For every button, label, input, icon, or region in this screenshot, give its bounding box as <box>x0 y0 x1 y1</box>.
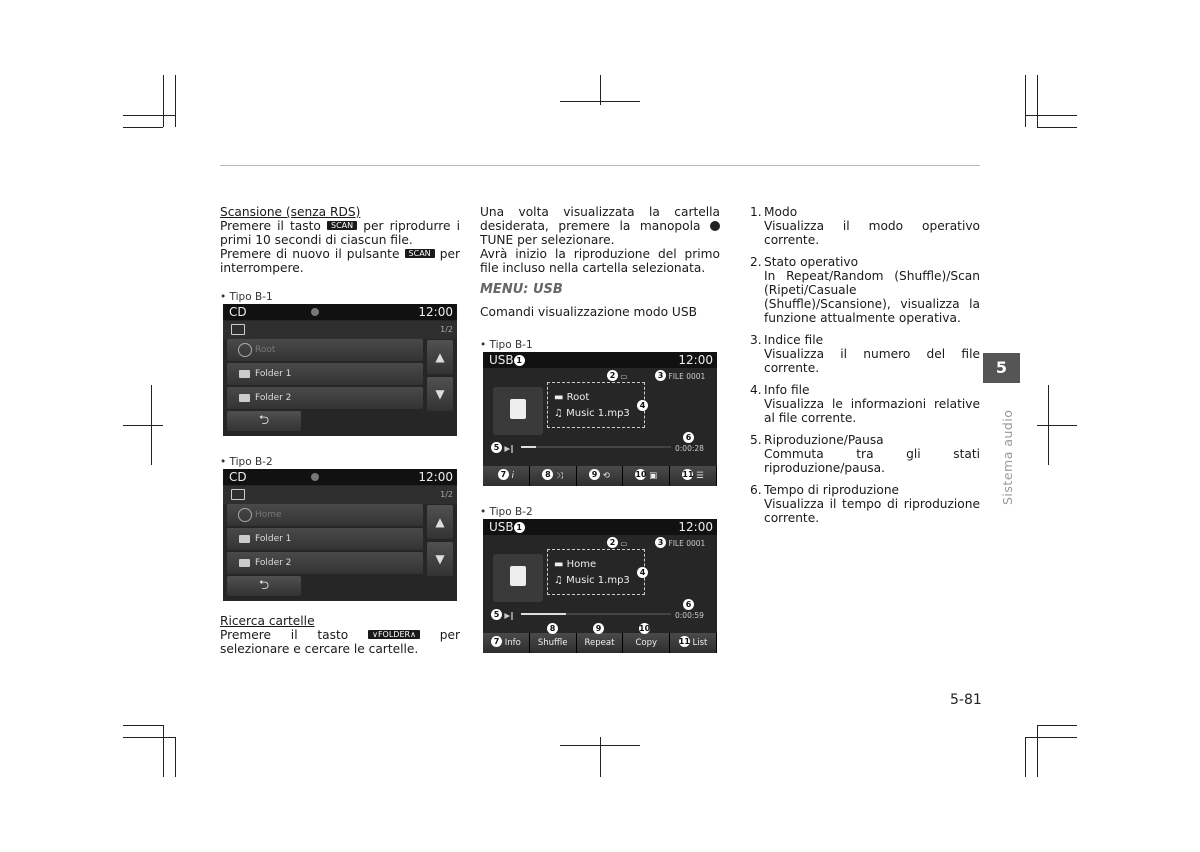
text: Avrà inizio la riproduzione del primo file incluso nella cartella selezionata. <box>480 247 720 275</box>
crop-mark <box>123 425 163 426</box>
left-column <box>220 205 460 275</box>
item-title-text: Tempo di riproduzione <box>764 483 900 497</box>
page-indicator: 1/2 <box>440 325 453 334</box>
folder-name: Root <box>566 392 590 403</box>
figure-caption: • Tipo B-2 <box>220 456 273 468</box>
list-item <box>750 383 980 425</box>
scroll-up-button[interactable]: ▲ <box>427 340 453 374</box>
list-item[interactable] <box>227 504 423 526</box>
folder-open-icon <box>231 489 245 500</box>
marker: 1 <box>514 522 525 533</box>
progress-fill <box>521 613 566 615</box>
marker: 8 <box>547 623 558 634</box>
item-label: Home <box>255 510 282 520</box>
crop-mark <box>123 127 163 128</box>
marker: 4 <box>637 567 648 578</box>
page-number: 5-81 <box>950 692 982 708</box>
shuffle-button[interactable] <box>530 633 577 653</box>
marker: 1 <box>514 355 525 366</box>
disc-icon <box>311 473 319 481</box>
marker: 7 <box>498 469 509 480</box>
section-heading: Ricerca cartelle <box>220 614 315 628</box>
crop-mark <box>123 725 163 726</box>
item-title-text: Info file <box>764 383 810 397</box>
side-label: Sistema audio <box>1000 409 1015 505</box>
folder-icon <box>239 370 250 378</box>
crop-mark <box>1025 737 1077 738</box>
clock: 12:00 <box>678 520 713 534</box>
folder-icon <box>239 559 250 567</box>
item-title <box>750 333 980 347</box>
text: Premere il tasto <box>220 219 321 233</box>
list-item[interactable] <box>227 339 423 361</box>
crop-mark <box>600 737 601 777</box>
marker: 8 <box>542 469 553 480</box>
ricerca-section <box>220 614 460 656</box>
header-rule <box>220 165 980 166</box>
sub-heading: Comandi visualizzazione modo USB <box>480 305 697 319</box>
usb-control-bar <box>483 633 717 653</box>
info-button[interactable]: 7 i <box>483 466 530 486</box>
usb-screen-b1: USB 1 12:00 2 ▭ 3 FILE 0001 ▬ Root ♫ Music 1.mp3 4 5 ▶‖ 6 0:00:28 7 i 8 ⤨ 9 ⟲ 10 ▣ 11 ☰ <box>483 352 717 486</box>
scroll-down-button[interactable]: ▼ <box>427 542 453 576</box>
scan-button-icon: SCAN <box>327 221 357 230</box>
marker: 7 <box>491 636 502 647</box>
item-label: Folder 1 <box>255 534 292 544</box>
marker: 4 <box>637 400 648 411</box>
list-item <box>750 483 980 525</box>
play-icon <box>238 343 252 357</box>
chapter-tab: 5 <box>983 353 1020 383</box>
crop-mark <box>1037 725 1038 777</box>
text: Una volta visualizzata la cartella desiderata, premere la manopola <box>480 205 720 233</box>
marker: 5 <box>491 609 502 620</box>
button-label: Copy <box>635 638 658 648</box>
item-desc: Visualizza il numero del file corrente. <box>764 347 980 375</box>
item-label: Folder 2 <box>255 558 292 568</box>
tune-label: TUNE <box>480 233 514 247</box>
cd-screen-b1 <box>223 304 457 436</box>
mode-label: USB <box>489 520 514 534</box>
menu-heading: MENU: USB <box>480 282 563 297</box>
repeat-button[interactable] <box>577 633 624 653</box>
figure-caption: • Tipo B-1 <box>220 291 273 303</box>
shuffle-button[interactable]: 8 ⤨ <box>530 466 577 486</box>
info-button[interactable] <box>483 633 530 653</box>
button-label: Repeat <box>584 638 615 648</box>
copy-button[interactable]: 10 ▣ <box>623 466 670 486</box>
crop-mark <box>560 745 640 746</box>
item-desc: Visualizza le informazioni relative al file corrente. <box>764 397 980 425</box>
item-number: 3. <box>750 333 762 347</box>
figure-caption: • Tipo B-2 <box>480 506 533 518</box>
item-desc: In Repeat/Random (Shuffle)/Scan (Ripeti/Casuale (Shuffle)/Scansione), visualizza la funzione attualmente operativa. <box>764 269 980 325</box>
item-label: Folder 1 <box>255 369 292 379</box>
section-heading: Scansione (senza RDS) <box>220 205 361 219</box>
crop-mark <box>1037 75 1038 127</box>
progress-bar <box>521 446 671 448</box>
item-number: 2. <box>750 255 762 269</box>
item-title <box>750 483 980 497</box>
text: Premere il tasto <box>220 628 349 642</box>
folder-open-icon <box>231 324 245 335</box>
copy-button[interactable] <box>623 633 670 653</box>
marker: 9 <box>589 469 600 480</box>
marker: 3 <box>655 370 666 381</box>
marker: 10 <box>639 624 651 633</box>
button-label: Info <box>504 638 521 648</box>
usb-thumbnail <box>493 554 543 602</box>
folder-button-icon: ∨FOLDER∧ <box>368 630 420 639</box>
usb-thumbnail <box>493 387 543 435</box>
elapsed-time: 0:00:28 <box>675 444 704 453</box>
usb-icon <box>510 566 526 586</box>
item-title <box>750 255 980 269</box>
list-item[interactable] <box>227 552 423 574</box>
item-number: 4. <box>750 383 762 397</box>
item-title <box>750 205 980 219</box>
marker: 9 <box>593 623 604 634</box>
progress-fill <box>521 446 536 448</box>
list-item[interactable] <box>227 387 423 409</box>
folder-icon <box>239 535 250 543</box>
crop-mark <box>175 75 176 127</box>
crop-mark <box>163 75 164 127</box>
middle-column <box>480 205 720 319</box>
marker: 2 <box>607 370 618 381</box>
item-number: 1. <box>750 205 762 219</box>
marker: 6 <box>683 599 694 610</box>
folder-name: Home <box>566 559 597 570</box>
page-indicator: 1/2 <box>440 490 453 499</box>
scroll-down-button[interactable]: ▼ <box>427 377 453 411</box>
track-name: Music 1.mp3 <box>566 575 630 586</box>
item-number: 5. <box>750 433 762 447</box>
crop-mark <box>1037 725 1077 726</box>
crop-mark <box>1025 75 1026 127</box>
knob-icon <box>710 221 720 231</box>
item-title <box>750 433 980 447</box>
mode-label: CD <box>229 305 247 319</box>
file-badge: FILE <box>668 372 684 381</box>
play-icon <box>238 508 252 522</box>
crop-mark <box>1025 115 1077 116</box>
item-number: 6. <box>750 483 762 497</box>
folder-icon <box>239 394 250 402</box>
folder-label: FOLDER <box>377 630 411 639</box>
clock: 12:00 <box>678 353 713 367</box>
list-item <box>750 433 980 475</box>
repeat-button[interactable]: 9 ⟲ <box>577 466 624 486</box>
list-item[interactable] <box>227 363 423 385</box>
usb-control-bar <box>483 466 717 486</box>
list-button[interactable] <box>670 633 717 653</box>
usb-icon <box>510 399 526 419</box>
file-index: 0001 <box>686 539 706 548</box>
item-title-text: Stato operativo <box>764 255 859 269</box>
back-button[interactable]: ⮌ <box>227 411 301 431</box>
scroll-up-button[interactable]: ▲ <box>427 505 453 539</box>
file-info: ▬ Root ♫ Music 1.mp3 <box>547 382 645 428</box>
marker: 5 <box>491 442 502 453</box>
crop-mark <box>175 737 176 777</box>
list-item <box>750 333 980 375</box>
item-title-text: Indice file <box>764 333 824 347</box>
item-title-text: Modo <box>764 205 798 219</box>
feature-list <box>750 205 980 525</box>
file-badge: FILE <box>668 539 684 548</box>
crop-mark <box>163 725 164 777</box>
scan-button-icon: SCAN <box>405 249 435 258</box>
marker: 2 <box>607 537 618 548</box>
cd-screen-b2 <box>223 469 457 601</box>
marker: 11 <box>678 637 690 646</box>
item-title <box>750 383 980 397</box>
crop-mark <box>560 101 640 102</box>
text: per interrompere. <box>220 247 461 275</box>
marker: 11 <box>682 470 694 479</box>
text: per selezionare e cercare le cartelle. <box>220 628 461 656</box>
progress-bar <box>521 613 671 615</box>
back-button[interactable]: ⮌ <box>227 576 301 596</box>
clock: 12:00 <box>418 470 453 484</box>
mode-label: CD <box>229 470 247 484</box>
text: per riprodurre i primi 10 secondi di ciascun file. <box>220 219 461 247</box>
crop-mark <box>123 115 175 116</box>
elapsed-time: 0:00:59 <box>675 611 704 620</box>
item-title-text: Riproduzione/Pausa <box>764 433 884 447</box>
list-item <box>750 255 980 325</box>
marker: 6 <box>683 432 694 443</box>
file-info: ▬ Home ♫ Music 1.mp3 <box>547 549 645 595</box>
item-desc: Visualizza il tempo di riproduzione corrente. <box>764 497 980 525</box>
file-index: 0001 <box>686 372 706 381</box>
text: per selezionare. <box>517 233 615 247</box>
list-button[interactable]: 11 ☰ <box>670 466 717 486</box>
crop-mark <box>1037 425 1077 426</box>
crop-mark <box>1025 737 1026 777</box>
crop-mark <box>123 737 175 738</box>
mode-label: USB <box>489 353 514 367</box>
item-label: Folder 2 <box>255 393 292 403</box>
item-desc: Commuta tra gli stati riproduzione/pausa. <box>764 447 980 475</box>
text: Premere di nuovo il pulsante <box>220 247 400 261</box>
clock: 12:00 <box>418 305 453 319</box>
marker: 10 <box>635 470 647 479</box>
list-item <box>750 205 980 247</box>
list-item[interactable] <box>227 528 423 550</box>
disc-icon <box>311 308 319 316</box>
button-label: Shuffle <box>537 638 568 648</box>
right-column <box>750 205 980 533</box>
button-label: List <box>692 638 708 648</box>
crop-mark <box>1037 127 1077 128</box>
item-label: Root <box>255 345 276 355</box>
figure-caption: • Tipo B-1 <box>480 339 533 351</box>
marker: 3 <box>655 537 666 548</box>
item-desc: Visualizza il modo operativo corrente. <box>764 219 980 247</box>
track-name: Music 1.mp3 <box>566 408 630 419</box>
usb-screen-b2: USB 1 12:00 2 ▭ 3 FILE 0001 ▬ Home ♫ Music 1.mp3 4 5 ▶‖ 6 0:00:59 7 Info Shuffle Repeat Copy 11 List 8 9 10 <box>483 519 717 653</box>
